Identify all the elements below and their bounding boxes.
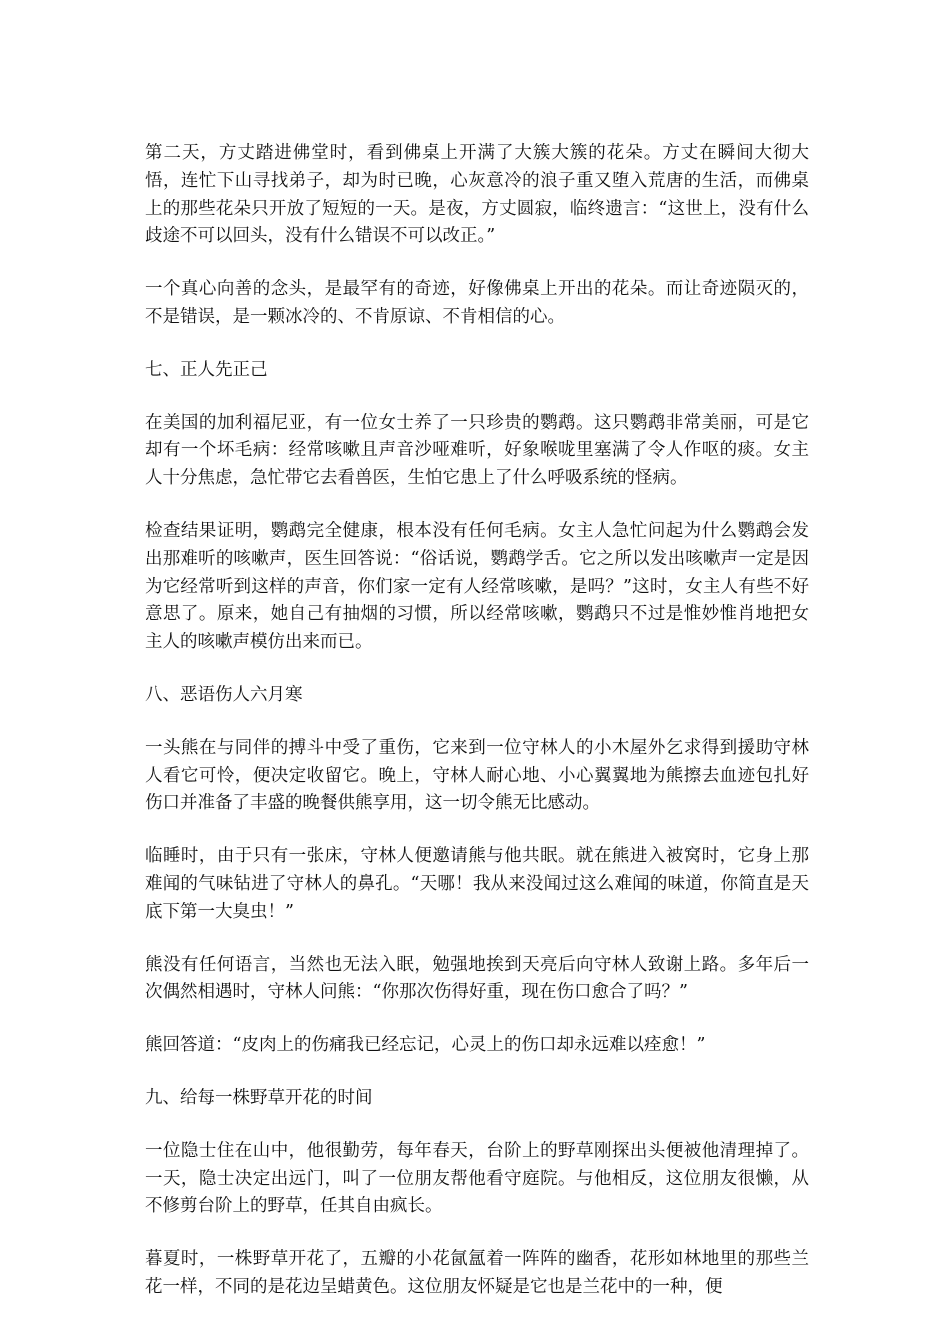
paragraph-4: 检查结果证明，鹦鹉完全健康，根本没有任何毛病。女主人急忙问起为什么鹦鹉会发出那难听的咳嗽声，医生回答说：“俗话说，鹦鹉学舌。它之所以发出咳嗽声一定是因为它经常听到这样的声音，你们家一定有人经常咳嗽，是吗？”这时，女主人有些不好意思了。原来，她自己有抽烟的习惯，所以经常咳嗽，鹦鹉只不过是惟妙惟肖地把女主人的咳嗽声模仿出来而已。 bbox=[145, 520, 809, 653]
paragraph-9: 一位隐士住在山中，他很勤劳，每年春天，台阶上的野草刚探出头便被他清理掉了。一天，隐士决定出远门，叫了一位朋友帮他看守庭院。与他相反，这位朋友很懒，从不修剪台阶上的野草，任其自由疯长。 bbox=[145, 1140, 809, 1217]
paragraph-3: 在美国的加利福尼亚，有一位女士养了一只珍贵的鹦鹉。这只鹦鹉非常美丽，可是它却有一个坏毛病：经常咳嗽且声音沙哑难听，好象喉咙里塞满了令人作呕的痰。女主人十分焦虑，急忙带它去看兽医，生怕它患上了什么呼吸系统的怪病。 bbox=[145, 412, 809, 489]
paragraph-5: 一头熊在与同伴的搏斗中受了重伤，它来到一位守林人的小木屋外乞求得到援助守林人看它可怜，便决定收留它。晚上，守林人耐心地、小心翼翼地为熊擦去血迹包扎好伤口并准备了丰盛的晚餐供熊享用，这一切令熊无比感动。 bbox=[145, 737, 809, 814]
paragraph-10: 暮夏时，一株野草开花了，五瓣的小花氤氲着一阵阵的幽香，花形如林地里的那些兰花一样，不同的是花边呈蜡黄色。这位朋友怀疑是它也是兰花中的一种，便 bbox=[145, 1249, 809, 1297]
paragraph-7: 熊没有任何语言，当然也无法入眠，勉强地挨到天亮后向守林人致谢上路。多年后一次偶然相遇时，守林人问熊：“你那次伤得好重，现在伤口愈合了吗？” bbox=[145, 954, 809, 1003]
paragraph-6: 临睡时，由于只有一张床，守林人便邀请熊与他共眠。就在熊进入被窝时，它身上那难闻的气味钻进了守林人的鼻孔。“天哪！我从来没闻过这么难闻的味道，你简直是天底下第一大臭虫！” bbox=[145, 846, 809, 922]
section-heading-8: 八、恶语伤人六月寒 bbox=[145, 684, 303, 705]
paragraph-8: 熊回答道：“皮肉上的伤痛我已经忘记，心灵上的伤口却永远难以痊愈！” bbox=[145, 1035, 706, 1056]
paragraph-1: 第二天，方丈踏进佛堂时，看到佛桌上开满了大簇大簇的花朵。方丈在瞬间大彻大悟，连忙下山寻找弟子，却为时已晚，心灰意冷的浪子重又堕入荒唐的生活，而佛桌上的那些花朵只开放了短短的一天。是夜，方丈圆寂，临终遗言：“这世上，没有什么歧途不可以回头，没有什么错误不可以改正。” bbox=[145, 143, 809, 247]
section-heading-9: 九、给每一株野草开花的时间 bbox=[145, 1087, 373, 1108]
paragraph-2: 一个真心向善的念头，是最罕有的奇迹，好像佛桌上开出的花朵。而让奇迹陨灭的，不是错误，是一颗冰冷的、不肯原谅、不肯相信的心。 bbox=[145, 279, 809, 327]
document-page bbox=[145, 140, 809, 1327]
section-heading-7: 七、正人先正己 bbox=[145, 359, 268, 380]
